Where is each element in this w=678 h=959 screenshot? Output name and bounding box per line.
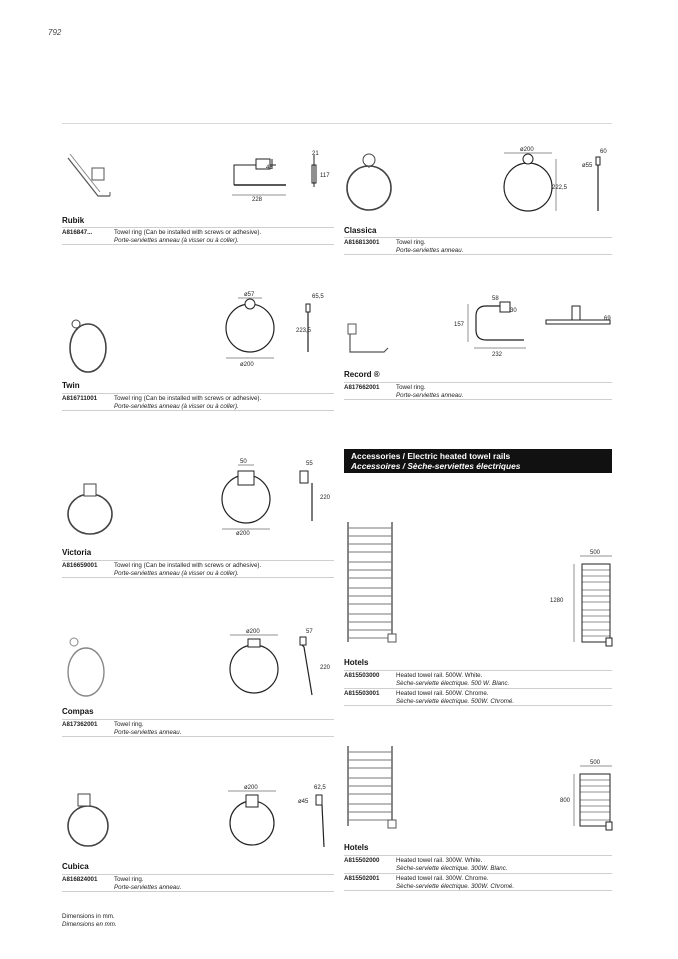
hotels-500w-photo [344, 518, 404, 648]
desc-en: Towel ring. [114, 876, 144, 883]
product-code: A817662001 [344, 384, 380, 391]
cubica-photo [62, 788, 122, 853]
desc-fr: Sèche-serviette électrique. 300W. Chromé. [396, 882, 515, 890]
record-dim-d3: 157 [454, 322, 465, 328]
product-code: A817362001 [62, 721, 98, 728]
product-row [62, 393, 334, 411]
footer-fr: Dimensions en mm. [62, 920, 117, 928]
product-code: A815502001 [344, 875, 380, 882]
desc-fr: Porte-serviettes anneau (à visser ou à coller). [114, 569, 239, 577]
product-name: Classica [344, 226, 377, 235]
product-name: Twin [62, 381, 80, 390]
desc-fr: Sèche-serviette électrique. 300W. Blanc. [396, 864, 508, 872]
victoria-photo [62, 480, 122, 540]
product-code: A815503001 [344, 690, 380, 697]
product-code: A816824001 [62, 876, 98, 883]
desc-fr: Porte-serviettes anneau. [114, 883, 182, 891]
page-number: 792 [48, 28, 62, 37]
product-row [62, 719, 334, 737]
desc-fr: Porte-serviettes anneau. [396, 246, 464, 254]
cubica-dim-d3: ø45 [298, 799, 309, 805]
cubica-dim-d1: ø200 [244, 785, 258, 791]
product-name: Victoria [62, 548, 92, 557]
product-code: A816847... [62, 229, 93, 236]
hotels-300w-dim-d1: 500 [590, 760, 601, 766]
product-code: A816813001 [344, 239, 380, 246]
victoria-dim-d1: 50 [240, 459, 247, 465]
product-name: Compas [62, 707, 94, 716]
desc-en: Heated towel rail. 300W. White. [396, 857, 483, 864]
desc-en: Towel ring (Can be installed with screws or adhesive). [114, 229, 262, 236]
classica-dimension-drawing [490, 145, 620, 225]
product-code: A815503000 [344, 672, 380, 679]
compas-dim-d1: ø200 [246, 629, 260, 635]
hotels-300w-dim-d2: 800 [560, 798, 571, 804]
product-code: A815502000 [344, 857, 380, 864]
twin-dim-d1: ø57 [244, 292, 255, 298]
product-row [344, 688, 612, 706]
product-name: Hotels [344, 658, 369, 667]
product-row [62, 227, 334, 245]
classica-dim-d3: 222,5 [552, 185, 568, 191]
desc-en: Heated towel rail. 500W. Chrome. [396, 690, 489, 697]
rubik-dim-d3: 21 [312, 151, 319, 157]
product-name: Hotels [344, 843, 369, 852]
product-row [62, 560, 334, 578]
product-row [344, 873, 612, 891]
product-row [344, 382, 612, 400]
banner-title-fr: Accessoires / Sèche-serviettes électriques [351, 461, 521, 471]
cubica-dim-d2: 62,5 [314, 785, 326, 791]
rubik-photo [62, 150, 122, 210]
rubik-dim-d4: 117 [320, 173, 330, 179]
rubik-dim-d1: 45 [266, 165, 273, 171]
desc-fr: Sèche-serviette électrique. 500W. Chromé. [396, 697, 515, 705]
desc-en: Towel ring. [396, 239, 426, 246]
twin-dimension-drawing [218, 290, 333, 370]
footer-en: Dimensions in mm. [62, 913, 115, 920]
top-divider [62, 123, 612, 124]
compas-photo [62, 632, 112, 702]
product-name: Record ® [344, 370, 380, 379]
hotels-300w-dimension-drawing [560, 760, 620, 835]
banner-title-en: Accessories / Electric heated towel rails [351, 451, 511, 461]
record-dim-d4: 232 [492, 352, 503, 358]
twin-photo [62, 310, 112, 375]
section-banner [344, 449, 612, 473]
product-row [62, 874, 334, 892]
classica-dim-d2: ø55 [582, 163, 593, 169]
desc-en: Towel ring. [396, 384, 426, 391]
desc-en: Heated towel rail. 300W. Chrome. [396, 875, 489, 882]
twin-dim-d2: ø200 [240, 362, 254, 368]
desc-fr: Porte-serviettes anneau (à visser ou à coller). [114, 402, 239, 410]
product-code: A816711001 [62, 395, 98, 402]
twin-dim-d4: 223,5 [296, 328, 312, 334]
hotels-500w-dimension-drawing [550, 550, 620, 650]
desc-fr: Porte-serviettes anneau (à visser ou à coller). [114, 236, 239, 244]
classica-dim-d4: 60 [600, 149, 607, 155]
desc-en: Towel ring (Can be installed with screws or adhesive). [114, 395, 262, 402]
product-row [344, 237, 612, 255]
record-dim-d5: 69 [604, 316, 611, 322]
compas-dim-d3: 220 [320, 665, 331, 671]
victoria-dim-d4: 220 [320, 495, 331, 501]
desc-en: Heated towel rail. 500W. White. [396, 672, 483, 679]
record-dimension-drawing [450, 290, 620, 360]
desc-en: Towel ring. [114, 721, 144, 728]
hotels-300w-photo [344, 742, 404, 832]
compas-dim-d2: 57 [306, 629, 313, 635]
desc-fr: Sèche-serviette électrique. 500 W. Blanc. [396, 679, 510, 687]
product-code: A816659001 [62, 562, 98, 569]
hotels-500w-dim-d2: 1280 [550, 598, 564, 604]
classica-dim-d1: ø200 [520, 147, 534, 153]
victoria-dim-d2: ø200 [236, 531, 250, 537]
classica-photo [344, 150, 404, 215]
footer-note [62, 913, 117, 928]
record-dim-d2: 30 [510, 308, 517, 314]
victoria-dim-d3: 55 [306, 461, 313, 467]
desc-fr: Porte-serviettes anneau. [114, 728, 182, 736]
hotels-500w-dim-d1: 500 [590, 550, 601, 556]
product-name: Cubica [62, 862, 89, 871]
compas-dimension-drawing [218, 625, 338, 700]
cubica-dimension-drawing [218, 783, 338, 858]
rubik-dimension-drawing [228, 145, 338, 210]
desc-fr: Porte-serviettes anneau. [396, 391, 464, 399]
desc-en: Towel ring (Can be installed with screws or adhesive). [114, 562, 262, 569]
product-name: Rubik [62, 216, 85, 225]
rubik-dim-d2: 228 [252, 197, 263, 203]
record-dim-d1: 58 [492, 296, 499, 302]
product-row [344, 855, 612, 872]
record-photo [344, 318, 394, 363]
victoria-dimension-drawing [218, 455, 338, 537]
product-row [344, 670, 612, 687]
twin-dim-d3: 65,5 [312, 294, 324, 300]
